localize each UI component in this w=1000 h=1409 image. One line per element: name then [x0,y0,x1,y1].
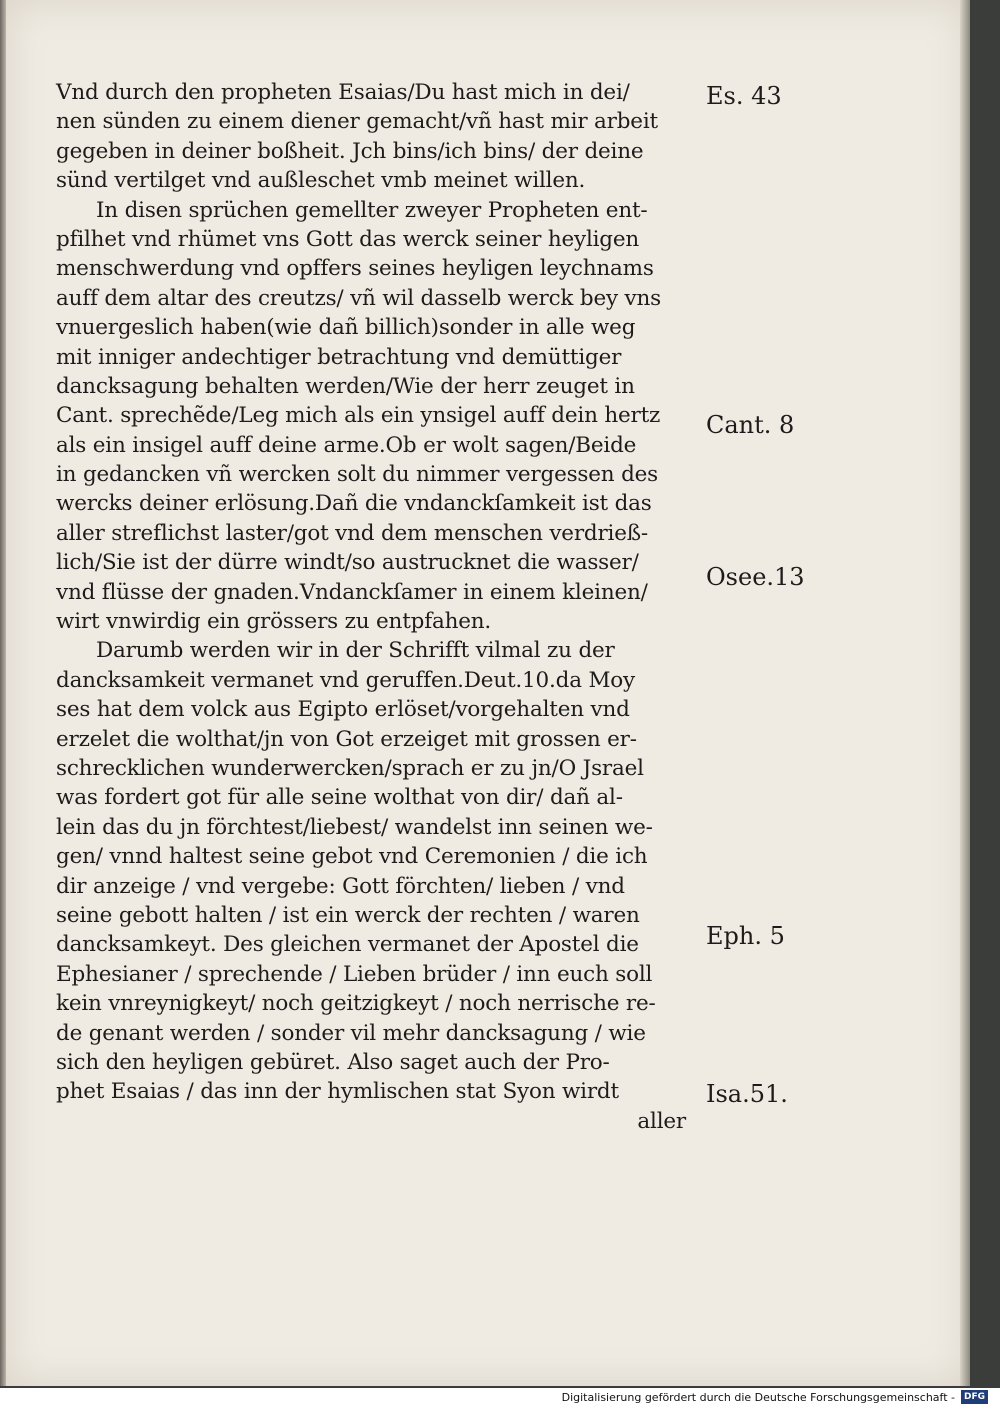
margin-note-eph5: Eph. 5 [706,922,785,950]
digitization-footer [562,1390,988,1404]
text-line: aller streflichst laster/got vnd dem menschen verdrieß- [56,520,648,546]
text-line: lich/Sie ist der dürre windt/so austrucknet die wasser/ [56,550,639,576]
text-line: mit inniger andechtiger betrachtung vnd demüttiger [56,344,622,370]
text-line: in gedancken vñ wercken solt du nimmer vergessen des [56,462,658,488]
text-line: sich den heyligen gebüret. Also saget auch der Pro- [56,1049,610,1075]
margin-note-osee13: Osee.13 [706,563,805,591]
text-line: de genant werden / sonder vil mehr dancksagung / wie [56,1020,646,1046]
margin-note-cant8: Cant. 8 [706,411,795,439]
text-line: wirt vnwirdig ein grössers zu entpfahen. [56,609,492,635]
text-line: dancksamkeit vermanet vnd geruffen.Deut.10.da Moy [56,667,635,693]
text-line: wercks deiner erlösung.Dañ die vndanckſamkeit ist das [56,491,652,517]
text-line: schrecklichen wunderwercken/sprach er zu jn/O Jsrael [56,755,644,781]
text-line: erzelet die wolthat/jn von Got erzeiget mit grossen er- [56,726,637,752]
text-line: gen/ vnnd haltest seine gebot vnd Ceremonien / die ich [56,844,648,870]
text-line: kein vnreynigkeyt/ noch geitzigkeyt / noch nerrische re- [56,991,656,1017]
text-line: sünd vertilget vnd außleschet vmb meinet willen. [56,168,586,194]
text-line: Ephesianer / sprechende / Lieben brüder / inn euch soll [56,961,653,987]
text-line: vnuergeslich haben(wie dañ billich)sonder in alle weg [56,315,636,341]
text-line: dancksagung behalten werden/Wie der herr zeuget in [56,373,635,399]
text-line: auff dem altar des creutzs/ vñ wil dasselb werck bey vns [56,285,661,311]
text-line: Darumb werden wir in der Schrifft vilmal zu der [96,638,615,664]
text-line: Cant. sprechẽde/Leg mich als ein ynsigel auff dein hertz [56,403,661,429]
text-line: dancksamkeyt. Des gleichen vermanet der Apostel die [56,932,639,958]
text-line: pfilhet vnd rhümet vns Gott das werck seiner heyligen [56,226,640,252]
text-line: lein das du jn förchtest/liebest/ wandelst inn seinen we- [56,814,653,840]
text-line: als ein insigel auff deine arme.Ob er wolt sagen/Beide [56,432,637,458]
text-line: In disen sprüchen gemellter zweyer Propheten ent- [96,197,648,223]
text-line: menschwerdung vnd opffers seines heyligen leychnams [56,256,654,282]
text-line: dir anzeige / vnd vergebe: Gott förchten/ lieben / vnd [56,873,625,899]
margin-note-es43: Es. 43 [706,82,782,110]
footer-credit: Digitalisierung gefördert durch die Deutsche Forschungsgemeinschaft - [561,1390,955,1404]
text-line: vnd flüsse der gnaden.Vndanckſamer in einem kleinen/ [56,579,648,605]
catchword: aller [637,1108,686,1134]
text-line: gegeben in deiner boßheit. Jch bins/ich bins/ der deine [56,138,644,164]
main-text [56,78,686,1136]
dfg-logo: DFG [961,1390,988,1404]
text-line: phet Esaias / das inn der hymlischen stat Syon wirdt [56,1079,619,1105]
text-line: was fordert got für alle seine wolthat von dir/ dañ al- [56,785,623,811]
margin-note-isa51: Isa.51. [706,1080,788,1108]
text-line: seine gebott halten / ist ein werck der rechten / waren [56,902,640,928]
text-line: nen sünden zu einem diener gemacht/vñ hast mir arbeit [56,109,658,135]
text-line: ses hat dem volck aus Egipto erlöset/vorgehalten vnd [56,697,630,723]
page-right-edge [960,0,970,1386]
text-line: Vnd durch den propheten Esaias/Du hast mich in dei/ [56,80,630,105]
